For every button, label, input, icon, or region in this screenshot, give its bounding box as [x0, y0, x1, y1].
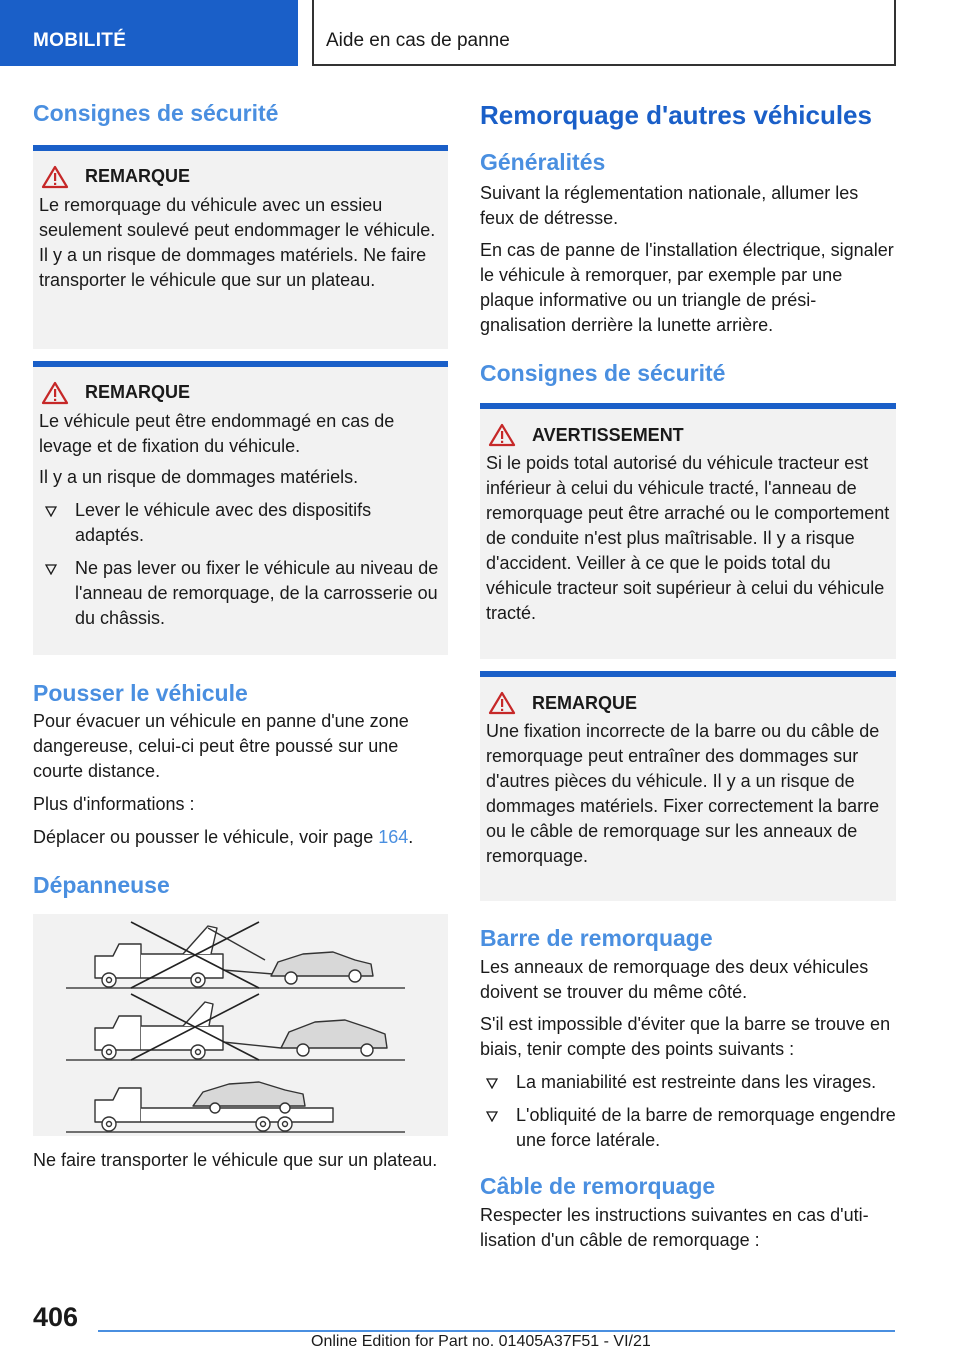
page-number: 406 [33, 1302, 79, 1332]
note-label-1: REMARQUE [85, 166, 191, 187]
page-header [0, 0, 960, 66]
towing-other-vehicles-heading: Remorquage d'autres véhicules [480, 100, 872, 130]
note-text-right: Une fixation incorrecte de la barre ou du câble de remorquage peut entraîner des dommages sur d'autres pièces du véhicule. Il y a un risque de dommages matériels. Fixer correctement la barre ou le câble de remorquage sur les anneaux de remorquage. [486, 721, 880, 867]
tow-truck-illustration [33, 914, 448, 1136]
tow-bar-text-1: Les anneaux de remorquage des deux véhicules doivent se trouver du même côté. [480, 956, 869, 1002]
page-link[interactable]: 164 [378, 827, 409, 848]
edition-text: Online Edition for Part no. 01405A37F51 - VI/21 [311, 1333, 651, 1350]
warning-label: AVERTISSEMENT [532, 424, 684, 445]
warning-text: Si le poids total autorisé du véhicule tracteur est inférieur à celui du véhicule tracté, l'anneau de remorquage peut être arraché ou le comportement de conduite n'est plus maîtrisable. Il y a risque d'accident. Veiller à ce que le poids total du véhicule tracteur soit supérieur à celui du véhicule tracté. [486, 453, 890, 624]
note-text-2a: Le véhicule peut être endommagé en cas de levage et de fixation du véhicule. [39, 410, 395, 456]
list-item: Ne pas lever ou fixer le véhicule au niveau de l'anneau de remorquage, de la carrosserie ou du châssis. [39, 556, 442, 631]
push-heading: Pousser le véhicule [33, 679, 248, 706]
footer-divider [98, 1330, 895, 1332]
triangle-bullet-icon [45, 564, 57, 575]
tow-truck-heading: Dépanneuse [33, 872, 170, 899]
note-text-2b: Il y a un risque de dommages matériels. [39, 466, 359, 487]
warning-triangle-icon [488, 423, 516, 447]
tow-cable-heading: Câble de remorquage [480, 1172, 716, 1199]
general-text-1: Suivant la réglementation nationale, allumer les feux de détresse. [480, 182, 859, 228]
page-reference: Déplacer ou pousser le véhicule, voir page 164. [33, 827, 414, 848]
more-info-label: Plus d'informations : [33, 794, 195, 815]
triangle-bullet-icon [45, 506, 57, 517]
push-text: Pour évacuer un véhicule en panne d'une zone dangereuse, celui-ci peut être poussé sur une courte distance. [33, 711, 409, 782]
section-tab [0, 0, 298, 66]
warning-triangle-icon [41, 381, 69, 405]
section-label: MOBILITÉ [33, 30, 127, 51]
tow-truck-drawing [33, 914, 448, 1136]
warning-triangle-icon [488, 691, 516, 715]
list-item: Lever le véhicule avec des dispositifs adaptés. [39, 498, 442, 548]
tow-cable-text: Respecter les instructions suivantes en cas d'utilisation d'un câble de remorquage : [480, 1204, 869, 1250]
list-item: L'obliquité de la barre de remorquage engendre une force latérale. [480, 1103, 896, 1153]
chapter-header [312, 0, 896, 66]
tow-bar-text-2: S'il est impossible d'éviter que la barre se trouve en biais, tenir compte des points suivants : [480, 1013, 891, 1059]
note-box-2 [33, 361, 448, 655]
tow-bar-list [480, 1070, 896, 1153]
safety-heading-right: Consignes de sécurité [480, 359, 726, 386]
safety-heading-left: Consignes de sécurité [33, 100, 279, 126]
note-text-1: Le remorquage du véhicule avec un essieu seulement soulevé peut endommager le véhicule. Il y a un risque de dommages matériels. Ne faire transporter le véhicule que sur un plateau. [39, 194, 436, 290]
tow-truck-caption: Ne faire transporter le véhicule que sur un plateau. [33, 1149, 438, 1170]
list-item: La maniabilité est restreinte dans les virages. [480, 1070, 896, 1095]
chapter-label: Aide en cas de panne [326, 30, 510, 51]
tow-bar-heading: Barre de remorquage [480, 925, 713, 952]
left-column [33, 100, 448, 1173]
triangle-bullet-icon [486, 1078, 498, 1089]
note-box-1 [33, 145, 448, 349]
note-2-list [39, 498, 442, 631]
warning-triangle-icon [41, 165, 69, 189]
warning-box [480, 403, 896, 659]
general-heading: Généralités [480, 149, 606, 176]
note-box-right [480, 671, 896, 901]
note-label-2: REMARQUE [85, 382, 191, 403]
general-text-2: En cas de panne de l'installation électrique, signaler le véhicule à remorquer, par exemple par une plaque informative ou un triangle de présignalisation derrière la lunette arrière. [480, 239, 894, 335]
right-column [480, 100, 896, 1253]
note-label-right: REMARQUE [532, 692, 638, 713]
triangle-bullet-icon [486, 1111, 498, 1122]
